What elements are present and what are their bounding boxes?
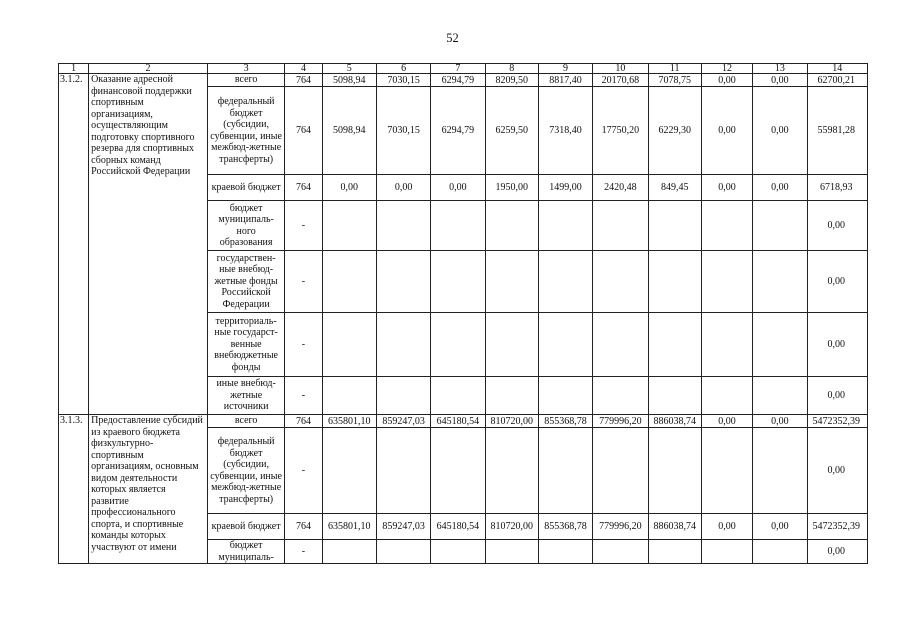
year-value <box>593 201 648 251</box>
item-code: 3.1.2. <box>59 74 89 415</box>
year-value <box>701 313 752 377</box>
column-header: 3 <box>207 64 284 74</box>
year-value: 0,00 <box>431 175 485 201</box>
year-value: 635801,10 <box>322 514 376 540</box>
year-value <box>753 377 807 415</box>
column-number-row <box>59 64 868 74</box>
year-value <box>701 540 752 564</box>
year-value: 0,00 <box>753 175 807 201</box>
column-header: 14 <box>807 64 867 74</box>
item-name: Оказание адресной финансовой поддержки спортивным организациям, осуществляющим подготовку спортивного резерва для спортивных сборных команд Российской Федерации <box>89 74 208 415</box>
year-value: 855368,78 <box>538 514 592 540</box>
year-value: 5098,94 <box>322 74 376 87</box>
grbs-code: - <box>285 377 322 415</box>
year-value: 6294,79 <box>431 87 485 175</box>
year-value <box>376 540 430 564</box>
grbs-code: - <box>285 540 322 564</box>
total-value: 0,00 <box>807 540 867 564</box>
year-value <box>753 201 807 251</box>
year-value <box>376 251 430 313</box>
year-value <box>538 428 592 514</box>
year-value: 886038,74 <box>648 415 701 428</box>
year-value: 0,00 <box>701 74 752 87</box>
column-header: 10 <box>593 64 648 74</box>
year-value: 779996,20 <box>593 514 648 540</box>
funding-source: всего <box>207 74 284 87</box>
year-value <box>322 201 376 251</box>
year-value: 779996,20 <box>593 415 648 428</box>
year-value <box>322 540 376 564</box>
year-value: 0,00 <box>701 175 752 201</box>
grbs-code: 764 <box>285 514 322 540</box>
year-value <box>538 540 592 564</box>
funding-source: бюджет муниципаль- <box>207 540 284 564</box>
year-value <box>701 377 752 415</box>
year-value <box>322 377 376 415</box>
year-value <box>593 540 648 564</box>
column-header: 12 <box>701 64 752 74</box>
year-value <box>648 377 701 415</box>
year-value: 6229,30 <box>648 87 701 175</box>
year-value <box>648 428 701 514</box>
year-value: 7030,15 <box>376 87 430 175</box>
year-value: 859247,03 <box>376 415 430 428</box>
year-value: 6294,79 <box>431 74 485 87</box>
year-value: 2420,48 <box>593 175 648 201</box>
budget-table <box>58 63 868 564</box>
total-value: 5472352,39 <box>807 514 867 540</box>
table-row <box>59 74 868 87</box>
year-value: 0,00 <box>753 514 807 540</box>
year-value <box>648 201 701 251</box>
year-value <box>431 251 485 313</box>
total-value: 0,00 <box>807 201 867 251</box>
year-value <box>485 313 538 377</box>
year-value: 0,00 <box>701 514 752 540</box>
grbs-code: 764 <box>285 415 322 428</box>
year-value: 0,00 <box>753 415 807 428</box>
year-value: 635801,10 <box>322 415 376 428</box>
year-value: 849,45 <box>648 175 701 201</box>
year-value <box>485 251 538 313</box>
year-value: 6259,50 <box>485 87 538 175</box>
year-value <box>538 313 592 377</box>
year-value: 645180,54 <box>431 415 485 428</box>
column-header: 6 <box>376 64 430 74</box>
year-value: 17750,20 <box>593 87 648 175</box>
year-value <box>376 428 430 514</box>
year-value <box>538 201 592 251</box>
total-value: 5472352,39 <box>807 415 867 428</box>
year-value: 8209,50 <box>485 74 538 87</box>
year-value: 0,00 <box>701 415 752 428</box>
column-header: 1 <box>59 64 89 74</box>
grbs-code: - <box>285 313 322 377</box>
year-value <box>376 201 430 251</box>
year-value <box>753 251 807 313</box>
funding-source: иные внебюд-жетные источники <box>207 377 284 415</box>
year-value <box>485 428 538 514</box>
funding-source: государствен-ные внебюд-жетные фонды Российской Федерации <box>207 251 284 313</box>
year-value <box>322 428 376 514</box>
year-value <box>753 540 807 564</box>
column-header: 4 <box>285 64 322 74</box>
grbs-code: - <box>285 201 322 251</box>
grbs-code: 764 <box>285 175 322 201</box>
year-value: 810720,00 <box>485 415 538 428</box>
year-value <box>701 251 752 313</box>
total-value: 0,00 <box>807 428 867 514</box>
year-value <box>593 313 648 377</box>
year-value <box>701 428 752 514</box>
year-value: 0,00 <box>376 175 430 201</box>
year-value: 810720,00 <box>485 514 538 540</box>
total-value: 0,00 <box>807 313 867 377</box>
year-value: 0,00 <box>753 74 807 87</box>
funding-source: федеральный бюджет (субсидии, субвенции, иные межбюд-жетные трансферты) <box>207 87 284 175</box>
funding-source: краевой бюджет <box>207 514 284 540</box>
column-header: 5 <box>322 64 376 74</box>
year-value: 855368,78 <box>538 415 592 428</box>
year-value <box>538 251 592 313</box>
column-header: 2 <box>89 64 208 74</box>
year-value <box>593 428 648 514</box>
year-value: 859247,03 <box>376 514 430 540</box>
funding-source: всего <box>207 415 284 428</box>
page-number: 52 <box>446 31 459 45</box>
grbs-code: - <box>285 428 322 514</box>
year-value <box>485 540 538 564</box>
year-value: 7078,75 <box>648 74 701 87</box>
year-value <box>431 313 485 377</box>
item-code: 3.1.3. <box>59 415 89 564</box>
year-value <box>376 377 430 415</box>
year-value <box>322 313 376 377</box>
budget-table-body <box>59 64 868 564</box>
column-header: 13 <box>753 64 807 74</box>
total-value: 6718,93 <box>807 175 867 201</box>
funding-source: территориаль-ные государст-венные внебюджетные фонды <box>207 313 284 377</box>
column-header: 7 <box>431 64 485 74</box>
year-value <box>753 313 807 377</box>
year-value: 8817,40 <box>538 74 592 87</box>
total-value: 62700,21 <box>807 74 867 87</box>
year-value <box>593 377 648 415</box>
total-value: 55981,28 <box>807 87 867 175</box>
grbs-code: - <box>285 251 322 313</box>
year-value <box>431 428 485 514</box>
table-row <box>59 415 868 428</box>
total-value: 0,00 <box>807 377 867 415</box>
year-value <box>648 251 701 313</box>
year-value <box>485 377 538 415</box>
grbs-code: 764 <box>285 74 322 87</box>
year-value: 1950,00 <box>485 175 538 201</box>
year-value <box>538 377 592 415</box>
year-value: 5098,94 <box>322 87 376 175</box>
year-value <box>593 251 648 313</box>
year-value: 0,00 <box>701 87 752 175</box>
year-value: 7318,40 <box>538 87 592 175</box>
column-header: 8 <box>485 64 538 74</box>
column-header: 9 <box>538 64 592 74</box>
year-value <box>701 201 752 251</box>
year-value <box>431 201 485 251</box>
year-value: 0,00 <box>753 87 807 175</box>
year-value <box>648 313 701 377</box>
year-value: 886038,74 <box>648 514 701 540</box>
funding-source: федеральный бюджет (субсидии, субвенции, иные межбюд-жетные трансферты) <box>207 428 284 514</box>
year-value: 0,00 <box>322 175 376 201</box>
year-value <box>431 377 485 415</box>
grbs-code: 764 <box>285 87 322 175</box>
year-value <box>648 540 701 564</box>
year-value <box>485 201 538 251</box>
funding-source: краевой бюджет <box>207 175 284 201</box>
year-value <box>322 251 376 313</box>
year-value: 1499,00 <box>538 175 592 201</box>
column-header: 11 <box>648 64 701 74</box>
funding-source: бюджет муниципаль-ного образования <box>207 201 284 251</box>
item-name: Предоставление субсидий из краевого бюджета физкультурно-спортивным организациям, основным видом деятельности которых является развитие профессионального спорта, и спортивные команды которых участвуют от имени <box>89 415 208 564</box>
year-value <box>431 540 485 564</box>
year-value <box>376 313 430 377</box>
year-value: 20170,68 <box>593 74 648 87</box>
year-value: 645180,54 <box>431 514 485 540</box>
year-value: 7030,15 <box>376 74 430 87</box>
year-value <box>753 428 807 514</box>
total-value: 0,00 <box>807 251 867 313</box>
